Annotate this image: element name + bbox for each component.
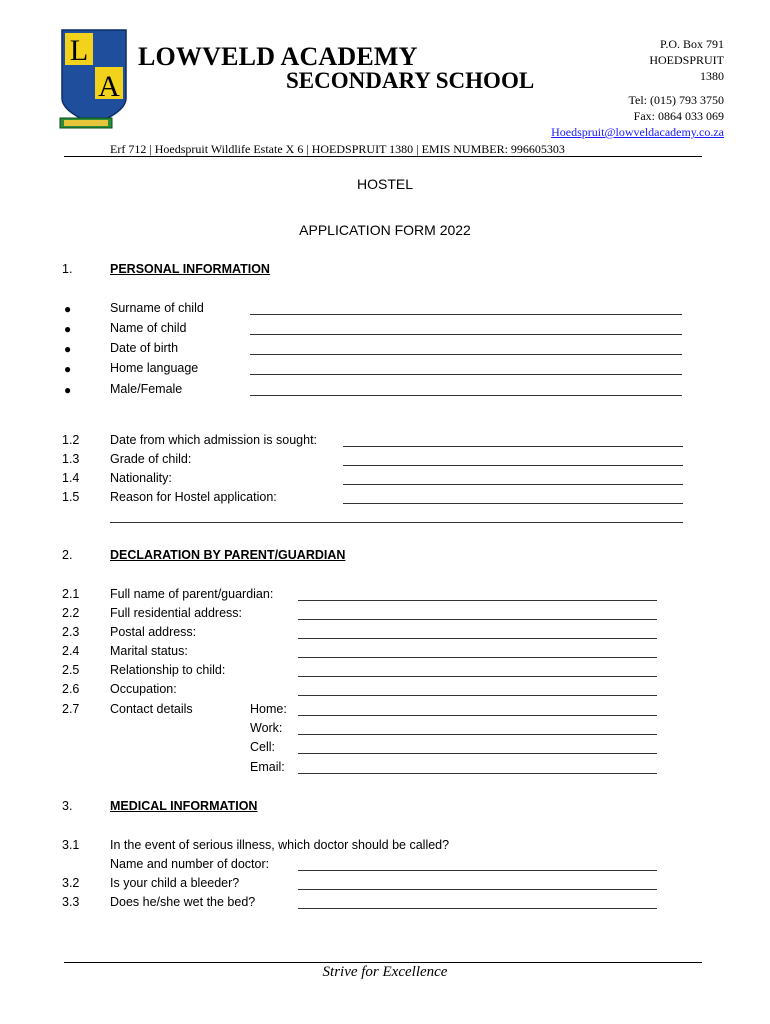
contact-email-label: Email: xyxy=(250,760,285,774)
item-number: 3.3 xyxy=(62,895,80,909)
name-line[interactable] xyxy=(250,334,682,335)
section1-number: 1. xyxy=(62,262,73,276)
contact-home-label: Home: xyxy=(250,702,287,716)
bullet-icon: ● xyxy=(64,342,72,356)
marital-status-line[interactable] xyxy=(298,657,657,658)
contact-block xyxy=(551,92,724,140)
section2-number: 2. xyxy=(62,548,73,562)
field-label: Reason for Hostel application: xyxy=(110,490,277,504)
field-label: Occupation: xyxy=(110,682,177,696)
telephone: Tel: (015) 793 3750 xyxy=(628,93,724,107)
cell-phone-line[interactable] xyxy=(298,753,657,754)
email-link[interactable]: Hoedspruit@lowveldacademy.co.za xyxy=(551,125,724,139)
school-name-line1: LOWVELD ACADEMY xyxy=(138,42,418,71)
item-number: 2.7 xyxy=(62,702,80,716)
bullet-icon: ● xyxy=(64,302,72,316)
email-line[interactable] xyxy=(298,773,657,774)
home-phone-line[interactable] xyxy=(298,715,657,716)
field-label: Contact details xyxy=(110,702,193,716)
bullet-icon: ● xyxy=(64,383,72,397)
bedwetting-line[interactable] xyxy=(298,908,657,909)
reason-line[interactable] xyxy=(343,503,683,504)
item-number: 2.4 xyxy=(62,644,80,658)
admission-date-line[interactable] xyxy=(343,446,683,447)
item-number: 2.5 xyxy=(62,663,80,677)
field-label: Surname of child xyxy=(110,301,204,315)
relationship-line[interactable] xyxy=(298,676,657,677)
field-label: Is your child a bleeder? xyxy=(110,876,240,890)
dob-line[interactable] xyxy=(250,354,682,355)
home-language-line[interactable] xyxy=(250,374,682,375)
item-number: 1.3 xyxy=(62,452,80,466)
postal-address xyxy=(649,36,724,84)
field-label: In the event of serious illness, which doctor should be called? xyxy=(110,838,450,852)
school-motto: Strive for Excellence xyxy=(322,964,448,980)
field-label: Marital status: xyxy=(110,644,188,658)
item-number: 2.6 xyxy=(62,682,80,696)
field-label: Date of birth xyxy=(110,341,179,355)
school-crest-logo xyxy=(56,28,132,132)
crest-letter-l: L xyxy=(69,34,89,67)
contact-cell-label: Cell: xyxy=(250,740,276,754)
contact-work-label: Work: xyxy=(250,721,283,735)
field-label: Home language xyxy=(110,361,199,375)
header-divider xyxy=(64,156,702,157)
section2-heading: DECLARATION BY PARENT/GUARDIAN xyxy=(110,548,346,562)
field-label: Full residential address: xyxy=(110,606,243,620)
school-name-line2: SECONDARY SCHOOL xyxy=(286,68,535,93)
field-label: Full name of parent/guardian: xyxy=(110,587,274,601)
work-phone-line[interactable] xyxy=(298,734,657,735)
item-number: 2.3 xyxy=(62,625,80,639)
parent-name-line[interactable] xyxy=(298,600,657,601)
bleeder-line[interactable] xyxy=(298,889,657,890)
field-label: Name and number of doctor: xyxy=(110,857,270,871)
erf-line: Erf 712 | Hoedspruit Wildlife Estate X 6 | HOEDSPRUIT 1380 | EMIS NUMBER: 996605303 xyxy=(110,142,565,156)
form-title: HOSTEL xyxy=(356,176,413,192)
bullet-icon: ● xyxy=(64,362,72,376)
grade-line[interactable] xyxy=(343,465,683,466)
doctor-line[interactable] xyxy=(298,870,657,871)
surname-line[interactable] xyxy=(250,314,682,315)
field-label: Name of child xyxy=(110,321,187,335)
footer-divider xyxy=(64,962,702,963)
field-label: Male/Female xyxy=(110,382,183,396)
postal-address-line[interactable] xyxy=(298,638,657,639)
item-number: 3.2 xyxy=(62,876,80,890)
section1-heading: PERSONAL INFORMATION xyxy=(110,262,270,276)
item-number: 2.1 xyxy=(62,587,80,601)
po-box: P.O. Box 791 xyxy=(659,37,724,51)
nationality-line[interactable] xyxy=(343,484,683,485)
field-label: Postal address: xyxy=(110,625,197,639)
section3-number: 3. xyxy=(62,799,73,813)
reason-line-2[interactable] xyxy=(110,522,683,523)
item-number: 2.2 xyxy=(62,606,80,620)
item-number: 1.5 xyxy=(62,490,80,504)
field-label: Date from which admission is sought: xyxy=(110,433,318,447)
town: HOEDSPRUIT xyxy=(649,53,724,67)
item-number: 3.1 xyxy=(62,838,80,852)
form-subtitle: APPLICATION FORM 2022 xyxy=(299,222,471,238)
residential-address-line[interactable] xyxy=(298,619,657,620)
postcode: 1380 xyxy=(700,69,724,83)
item-number: 1.4 xyxy=(62,471,80,485)
field-label: Nationality: xyxy=(110,471,172,485)
field-label: Relationship to child: xyxy=(110,663,226,677)
fax: Fax: 0864 033 069 xyxy=(633,109,724,123)
occupation-line[interactable] xyxy=(298,695,657,696)
item-number: 1.2 xyxy=(62,433,80,447)
section3-heading: MEDICAL INFORMATION xyxy=(110,799,258,813)
bullet-icon: ● xyxy=(64,322,72,336)
field-label: Does he/she wet the bed? xyxy=(110,895,256,909)
field-label: Grade of child: xyxy=(110,452,192,466)
gender-line[interactable] xyxy=(250,395,682,396)
crest-letter-a: A xyxy=(98,70,120,103)
